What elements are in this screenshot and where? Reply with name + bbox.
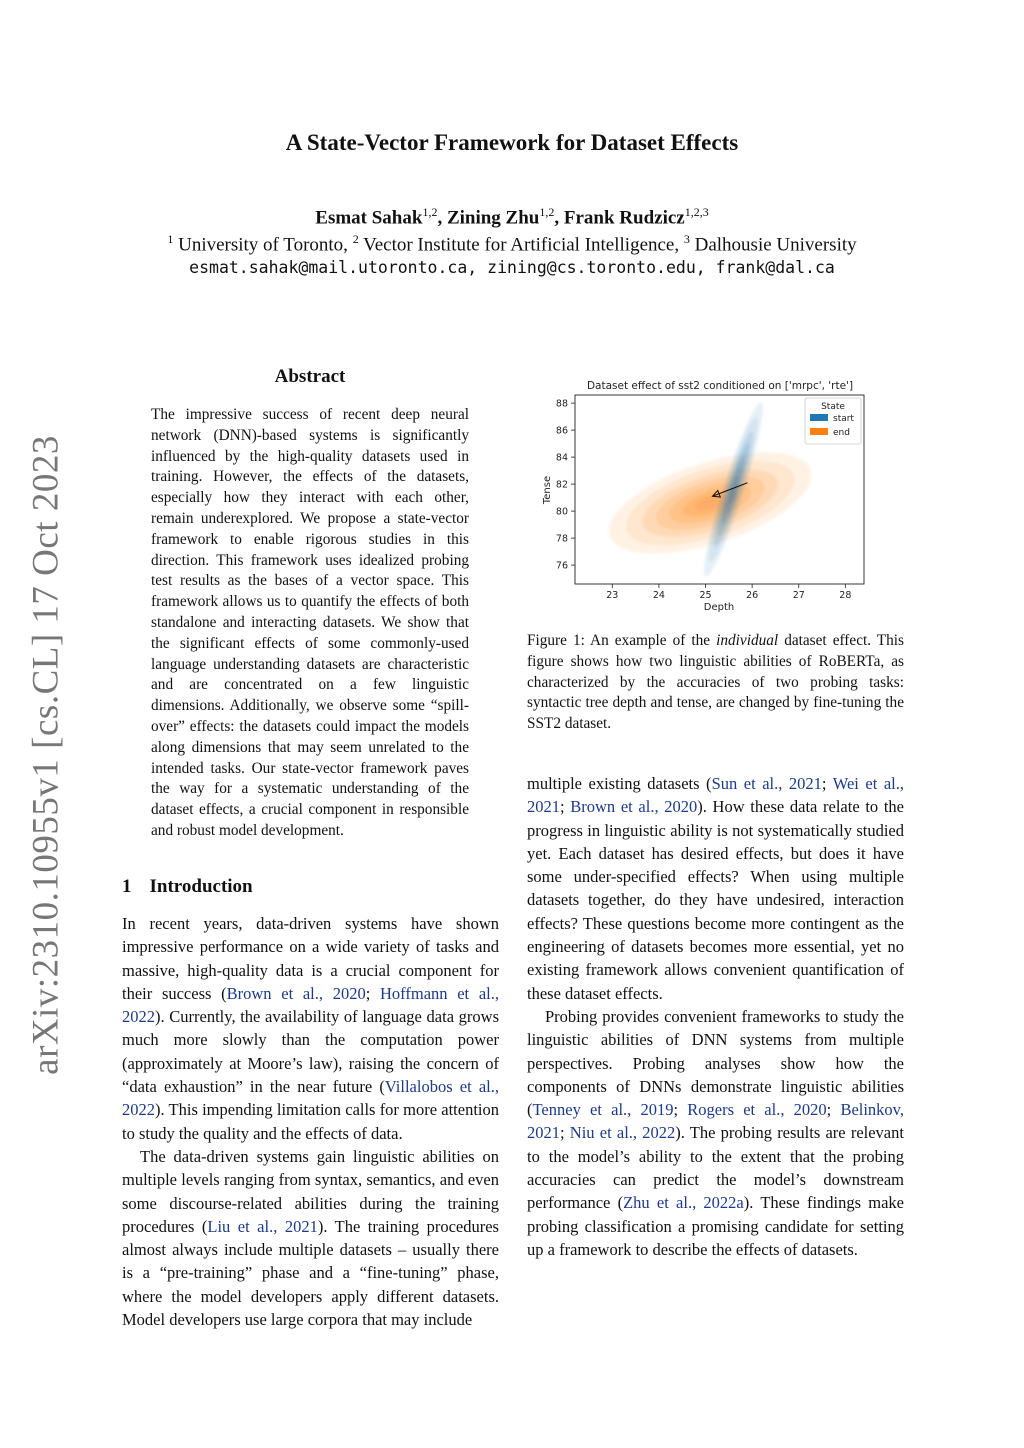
author-name: Frank Rudzicz bbox=[563, 207, 685, 229]
paragraph-text: Probing provides convenient frameworks to study the linguistic abilities of DNN systems from multiple perspectives. Probing analyses show how the components of DNNs demonstrate linguistic abilities ( bbox=[527, 1006, 904, 1120]
citation-link: Wei et al., 2021 bbox=[527, 774, 904, 817]
paragraph-text: multiple existing datasets ( bbox=[527, 774, 712, 793]
section-heading bbox=[122, 876, 253, 898]
x-tick-label: 24 bbox=[652, 590, 665, 601]
citation-link: Villalobos et al., 2022 bbox=[122, 1077, 500, 1120]
legend-label-start: start bbox=[833, 414, 854, 424]
citation-link: Niu et al., 2022 bbox=[569, 1123, 676, 1143]
author-affiliation-marker: 1,2,3 bbox=[684, 205, 709, 219]
affiliation-marker: 2 bbox=[352, 232, 359, 246]
y-tick-label: 82 bbox=[555, 479, 568, 491]
caption-label: Figure 1: bbox=[527, 632, 585, 649]
paragraph bbox=[527, 1005, 904, 1261]
figure-1-caption bbox=[527, 631, 904, 735]
paragraph-text: ; bbox=[560, 797, 571, 817]
affiliations bbox=[0, 232, 1024, 256]
affiliation-name: Vector Institute for Artificial Intelligence, bbox=[358, 234, 684, 256]
paragraph-text: ). Currently, the availability of language data grows much more slowly than the computation power (approximately at Moore’s law), raising the concern of “data exhaustion” in the near future ( bbox=[122, 1007, 499, 1097]
affiliation-name: University of Toronto, bbox=[173, 234, 353, 256]
x-tick-label: 25 bbox=[699, 590, 712, 601]
x-axis bbox=[606, 584, 851, 601]
density-contours bbox=[597, 399, 823, 579]
x-tick-label: 23 bbox=[606, 590, 619, 601]
paragraph-text: ). The training procedures almost always include multiple datasets – usually there is a “pre-training” phase and a “fine-tuning” phase, where the model developers apply different datasets. Model developers use large corpora that may include bbox=[122, 1216, 499, 1330]
figure-1-chart bbox=[535, 378, 875, 614]
paragraph bbox=[122, 912, 499, 1145]
paragraph-text: ). How these data relate to the progress in linguistic ability is not systematically studied yet. Each dataset has desired effects, but does it have some under-specified effects? When using multiple datasets together, do they have undesired, interaction effects? These questions become more contingent as the engineering of datasets becomes more essential, yet no existing framework allows convenient quantification of these dataset effects. bbox=[527, 797, 904, 1003]
abstract-text: The impressive success of recent deep neural network (DNN)-based systems is significantly influenced by the high-quality datasets used in training. However, the effects of the datasets, especially how they interact with each other, remain underexplored. We propose a state-vector framework to enable rigorous studies in this direction. This framework uses idealized probing test results as the bases of a vector space. This framework allows us to quantify the effects of both standalone and interacting datasets. We show that the significant effects of some commonly-used language understanding datasets are characteristic and are concentrated on a few linguistic dimensions. Additionally, we observe some “spill-over” effects: the datasets could impact the models along dimensions that may seem unrelated to the intended tasks. Our state-vector framework paves the way for a systematic understanding of the dataset effects, a crucial component in responsible and robust model development. bbox=[151, 406, 469, 839]
paragraph bbox=[527, 772, 904, 1005]
y-axis bbox=[556, 398, 575, 571]
x-tick-label: 27 bbox=[792, 590, 805, 601]
paragraph-text: ; bbox=[821, 774, 833, 793]
legend-label-end: end bbox=[833, 428, 850, 438]
abstract-heading: Abstract bbox=[274, 366, 346, 387]
paragraph-text: ). These findings make probing classification a promising candidate for setting up a framework to describe the effects of datasets. bbox=[527, 1193, 904, 1259]
paragraph-text: ). The probing results are relevant to the model’s ability to the extent that the probing accuracies can predict the model’s downstream performance ( bbox=[527, 1123, 904, 1213]
caption-text: An example of the bbox=[584, 632, 717, 649]
citation-link: Hoffmann et al., 2022 bbox=[122, 983, 499, 1027]
citation-link: Belinkov, 2021 bbox=[527, 1100, 904, 1143]
x-axis-label: Depth bbox=[703, 602, 735, 613]
y-tick-label: 80 bbox=[555, 506, 568, 518]
citation-link: Zhu et al., 2022a bbox=[623, 1193, 744, 1213]
arxiv-sidebar bbox=[16, 435, 76, 1075]
affiliation-marker: 3 bbox=[683, 232, 690, 246]
legend bbox=[805, 398, 861, 444]
paper-title: A State-Vector Framework for Dataset Effects bbox=[285, 130, 739, 155]
legend-swatch-end bbox=[810, 428, 828, 435]
x-tick-label: 26 bbox=[746, 590, 759, 601]
chart-title: Dataset effect of sst2 conditioned on ['mrpc', 'rte'] bbox=[586, 380, 854, 392]
paragraph-text: ; bbox=[826, 1100, 841, 1120]
paragraph-text: ). This impending limitation calls for more attention to study the quality and the effects of data. bbox=[122, 1100, 499, 1143]
caption-text: dataset effect. This figure shows how two linguistic abilities of RoBERTa, as characterized by the accuracies of two probing tasks: syntactic tree depth and tense, are changed by fine-tuning the SST2 dataset. bbox=[527, 632, 905, 733]
citation-link: Liu et al., 2021 bbox=[207, 1216, 318, 1236]
paragraph-text: In recent years, data-driven systems have shown impressive performance on a wide variety of tasks and massive, high-quality data is a crucial component for their success ( bbox=[122, 914, 499, 1003]
left-column-body bbox=[122, 912, 499, 1331]
paragraph-text: ; bbox=[673, 1100, 688, 1120]
y-tick-label: 84 bbox=[555, 452, 568, 464]
citation-link: Rogers et al., 2020 bbox=[687, 1100, 827, 1120]
section-number: 1 bbox=[122, 876, 132, 897]
arxiv-identifier: arXiv:2310.10955v1 [cs.CL] 17 Oct 2023 bbox=[25, 435, 67, 1075]
citation-link: Brown et al., 2020 bbox=[226, 983, 366, 1003]
citation-link: Brown et al., 2020 bbox=[570, 797, 698, 817]
paragraph-text: ; bbox=[560, 1123, 570, 1143]
author-name: Zining Zhu bbox=[446, 207, 540, 229]
y-tick-label: 86 bbox=[555, 425, 568, 437]
y-axis-label: Tense bbox=[542, 475, 553, 505]
affiliation-marker: 1 bbox=[167, 232, 174, 246]
y-tick-label: 76 bbox=[555, 560, 568, 572]
paragraph-text: ; bbox=[365, 983, 381, 1003]
author-name: Esmat Sahak bbox=[315, 207, 423, 229]
author-list bbox=[0, 205, 1024, 229]
legend-title: State bbox=[821, 402, 845, 412]
citation-link: Sun et al., 2021 bbox=[711, 774, 822, 793]
paragraph bbox=[122, 1145, 499, 1331]
citation-link: Tenney et al., 2019 bbox=[532, 1100, 674, 1120]
author-affiliation-marker: 1,2 bbox=[422, 205, 438, 219]
x-tick-label: 28 bbox=[839, 590, 852, 601]
right-column-body bbox=[527, 772, 904, 1261]
caption-emphasis: individual bbox=[716, 632, 779, 649]
paragraph-text: The data-driven systems gain linguistic abilities on multiple levels ranging from syntax, semantics, and even some discourse-related abilities during the training procedures ( bbox=[122, 1146, 499, 1236]
author-separator: , bbox=[554, 207, 564, 229]
author-separator: , bbox=[437, 207, 447, 229]
legend-swatch-start bbox=[810, 414, 828, 421]
section-title: Introduction bbox=[149, 876, 253, 897]
y-tick-label: 78 bbox=[555, 533, 568, 545]
affiliation-name: Dalhousie University bbox=[689, 234, 857, 256]
y-tick-label: 88 bbox=[555, 398, 568, 410]
author-emails: esmat.sahak@mail.utoronto.ca, zining@cs.toronto.edu, frank@dal.ca bbox=[189, 258, 835, 277]
author-affiliation-marker: 1,2 bbox=[539, 205, 555, 219]
